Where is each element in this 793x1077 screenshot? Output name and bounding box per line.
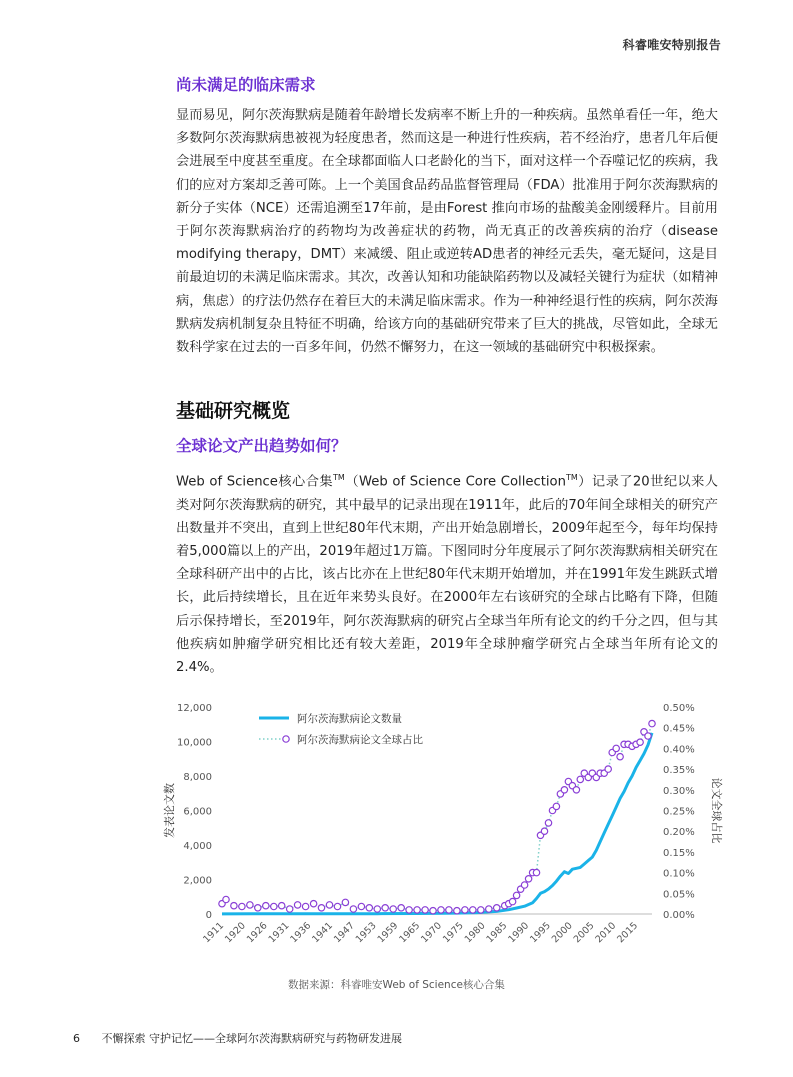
share-point-marker: [350, 906, 356, 912]
page-number: 6: [73, 1032, 80, 1045]
report-tag: 科睿唯安特别报告: [622, 38, 721, 52]
share-point-marker: [287, 906, 293, 912]
legend-swatch-paper-share-marker: [283, 736, 289, 742]
left-axis-tick-label: 10,000: [177, 737, 212, 749]
paragraph-part-a: Web of Science核心合集: [176, 474, 334, 490]
x-axis-tick-label: 2015: [615, 920, 641, 946]
right-axis-tick-label: 0.35%: [663, 765, 695, 777]
left-axis-tick-label: 0: [205, 910, 212, 921]
share-point-marker: [513, 892, 519, 898]
section-title-basic-research: 基础研究概览: [176, 400, 291, 422]
share-point-marker: [617, 754, 623, 760]
trademark-mark: TM: [565, 473, 578, 482]
share-point-marker: [446, 907, 452, 913]
share-point-marker: [247, 902, 253, 908]
right-axis-tick-label: 0.45%: [663, 723, 695, 735]
share-point-marker: [573, 787, 579, 793]
x-axis-tick-label: 1941: [310, 920, 336, 946]
share-point-marker: [294, 902, 300, 908]
share-point-marker: [239, 903, 245, 909]
share-point-marker: [334, 903, 340, 909]
share-point-marker: [454, 908, 460, 914]
share-point-marker: [486, 906, 492, 912]
share-point-marker: [271, 903, 277, 909]
x-axis-tick-label: 1995: [528, 920, 553, 946]
paragraph-paper-trend: [176, 466, 718, 679]
x-axis-tick-label: 1931: [266, 920, 292, 946]
share-point-marker: [613, 745, 619, 751]
share-point-marker: [577, 776, 583, 782]
legend-label-paper-count: 阿尔茨海默病论文数量: [297, 713, 402, 725]
right-axis-tick-label: 0.25%: [663, 806, 695, 818]
footer: [73, 1030, 402, 1046]
right-axis-title: 论文全球占比: [710, 777, 723, 844]
share-point-marker: [263, 903, 269, 909]
share-point-marker: [605, 766, 611, 772]
paragraph-unmet-needs: 显而易见，阿尔茨海默病是随着年龄增长发病率不断上升的一种疾病。虽然单看任一年，绝大多数阿尔茨海默病患被视为轻度患者，然而这是一种进行性疾病，若不经治疗，患者几年后便会进展至中度甚至重度。在全球都面临人口老龄化的当下，面对这样一个吞噬记忆的疾病，我们的应对方案却乏善可陈。上一个美国食品药品监督管理局（FDA）批准用于阿尔茨海默病的新分子实体（NCE）还需追溯至17年前，是由Forest 推向市场的盐酸美金刚缓释片。目前用于阿尔茨海默病治疗的药物均为改善症状的药物，尚无真正的改善疾病的治疗（disease modifying therapy，DMT）来减缓、阻止或逆转AD患者的神经元丢失，毫无疑问，这是目前最迫切的未满足临床需求。其次，改善认知和功能缺陷药物以及减轻关键行为症状（如精神病，焦虑）的疗法仍然存在着巨大的未满足临床需求。作为一种神经退行性的疾病，阿尔茨海默病发病机制复杂且特征不明确，给该方向的基础研究带来了巨大的挑战，尽管如此，全球无数科学家在过去的一百多年间，仍然不懈努力，在这一领域的基础研究中积极探索。: [176, 108, 718, 356]
share-point-marker: [398, 905, 404, 911]
x-axis-tick-label: 1936: [288, 920, 314, 946]
x-axis-tick-label: 1985: [484, 920, 510, 946]
x-axis-tick-label: 2000: [549, 920, 575, 946]
share-point-marker: [494, 905, 500, 911]
share-point-marker: [637, 739, 643, 745]
trademark-mark: TM: [333, 473, 345, 482]
share-point-marker: [366, 905, 372, 911]
share-point-marker: [422, 907, 428, 913]
paragraph-part-b: （Web of Science Core Collection: [344, 474, 566, 490]
section-title-unmet-needs: 尚未满足的临床需求: [176, 76, 316, 94]
x-axis-tick-label: 1980: [462, 920, 488, 946]
right-axis-tick-label: 0.10%: [663, 868, 695, 880]
series-line-paper-count: [222, 733, 652, 914]
x-axis-tick-label: 1953: [353, 920, 379, 946]
paragraph-part-c: ）记录了20世纪以来人类对阿尔茨海默病的研究，其中最早的记录出现在1911年，此后的70年间全球相关的研究产出数量并不突出，直到上世纪80年代末期，产出开始急剧增长，2009年起至今，每年均保持着5,000篇以上的产出，2019年超过1万篇。下图同时分年度展示了阿尔茨海默病相关研究在全球科研产出中的占比，该占比亦在上世纪80年代末期开始增加，并在1991年发生跳跃式增长，此后持续增长，且在近年来势头良好。在2000年左右该研究的全球占比略有下降，但随后示保持增长，至2019年，阿尔茨海默病的研究占全球当年所有论文的约千分之四，但与其他疾病如肿瘤学研究相比还有较大差距，2019年全球肿瘤学研究占全球当年所有论文的2.4%。: [176, 474, 718, 676]
share-point-marker: [645, 733, 651, 739]
x-axis-tick-label: 1959: [375, 920, 401, 946]
publication-trend-chart: [0, 690, 793, 980]
share-point-marker: [231, 903, 237, 909]
x-axis-tick-label: 1975: [440, 920, 466, 946]
share-point-marker: [374, 906, 380, 912]
x-axis-tick-label: 1965: [397, 920, 423, 946]
x-axis-tick-label: 1947: [331, 920, 357, 946]
source-note: 数据来源：科睿唯安Web of Science核心合集: [288, 979, 505, 991]
share-point-marker: [358, 903, 364, 909]
share-point-marker: [302, 903, 308, 909]
right-axis-tick-label: 0.00%: [663, 910, 695, 921]
footer-title: 不懈探索 守护记忆——全球阿尔茨海默病研究与药物研发进展: [101, 1032, 402, 1045]
share-point-marker: [279, 903, 285, 909]
subsection-title-paper-trend: 全球论文产出趋势如何？: [176, 437, 347, 455]
share-point-marker: [430, 908, 436, 914]
share-point-marker: [561, 787, 567, 793]
legend-label-paper-share: 阿尔茨海默病论文全球占比: [297, 734, 423, 746]
share-point-marker: [525, 876, 531, 882]
share-point-marker: [438, 907, 444, 913]
share-point-marker: [533, 869, 539, 875]
share-point-marker: [342, 899, 348, 905]
share-point-marker: [478, 907, 484, 913]
left-axis-tick-label: 2,000: [183, 875, 212, 887]
right-axis-tick-label: 0.30%: [663, 785, 695, 797]
right-axis-tick-label: 0.40%: [663, 744, 695, 756]
series-line-paper-share: [222, 724, 652, 911]
share-point-marker: [223, 896, 229, 902]
x-axis-tick-label: 1920: [223, 920, 248, 946]
x-axis-tick-label: 2010: [593, 920, 619, 946]
share-point-marker: [521, 882, 527, 888]
share-point-marker: [553, 803, 559, 809]
share-point-marker: [318, 905, 324, 911]
share-point-marker: [255, 905, 261, 911]
share-point-marker: [326, 902, 332, 908]
right-axis-tick-label: 0.50%: [663, 703, 695, 714]
share-point-marker: [649, 720, 655, 726]
share-point-marker: [541, 828, 547, 834]
share-point-marker: [310, 901, 316, 907]
left-axis-tick-label: 12,000: [177, 703, 212, 714]
left-axis-tick-label: 6,000: [183, 806, 212, 818]
share-point-marker: [545, 820, 551, 826]
share-point-marker: [406, 907, 412, 913]
share-point-marker: [509, 898, 515, 904]
x-axis-tick-label: 1990: [506, 920, 532, 946]
right-axis-tick-label: 0.15%: [663, 847, 695, 859]
x-axis-tick-label: 1911: [201, 920, 227, 946]
right-axis-tick-label: 0.05%: [663, 889, 695, 901]
left-axis-tick-label: 4,000: [183, 841, 212, 852]
share-point-marker: [462, 907, 468, 913]
share-point-marker: [414, 907, 420, 913]
share-point-marker: [470, 907, 476, 913]
right-axis-tick-label: 0.20%: [663, 827, 695, 839]
share-point-marker: [390, 906, 396, 912]
share-point-marker: [382, 905, 388, 911]
left-axis-title: 发表论文数: [163, 783, 176, 838]
x-axis-tick-label: 1970: [419, 920, 445, 946]
left-axis-tick-label: 8,000: [183, 772, 212, 783]
x-axis-tick-label: 1926: [244, 920, 270, 946]
x-axis-tick-label: 2005: [571, 920, 597, 946]
